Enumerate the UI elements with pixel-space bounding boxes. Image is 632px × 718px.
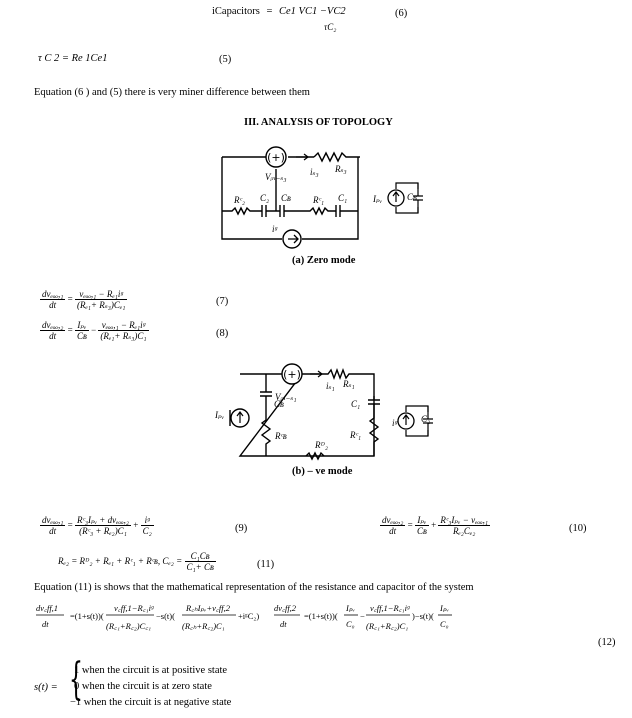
st-case-3: −1 when the circuit is at negative state [70,697,232,708]
fig-a-cb2: Cʙ [407,192,417,202]
fig-a-ig: iᵍ [272,224,278,234]
fig-a-c1: C₁ [338,193,348,203]
fig-b-vlabel: Vᵢₙ₋ₛ₁ [275,392,297,402]
eq8-t1-den: Cʙ [76,331,87,342]
fig-a-rs3: Rₛ₃ [335,164,347,174]
eq9-t2-num: iᵍ [141,515,154,526]
eq8-t2-den: (Rₑ₁+ Rₛ₃)C₁ [100,331,147,342]
svg-text:(+): (+) [267,151,285,164]
equation-9: $\frac{\text{dvₑₒₒ,₁}}{dt}$ = $\frac{\text{Rᶜ₃Iₚᵥ + dvₑₒₒ,₂}}{\text{(Rᶜ₃ + Rₑ₂)C₁}}$ + $\frac{\text{iᵍ}}{\text{C₂}}$ [42,515,152,537]
fig-b-rs1: Rₛ₁ [343,379,355,389]
eq12-number: (12) [598,637,616,648]
fig-a-rc1: Rᶜ₁ [313,195,324,205]
svg-text:Iₚᵥ: Iₚᵥ [440,603,449,613]
eq6-lhs: iCapacitors [212,6,260,17]
eq7-rhs-num: vₑₒₒ,₁ − Rₑ₁iᵍ [75,289,127,300]
eq7-lhs-num: dvₑₒₒ,₁ [42,289,64,299]
eq7-number: (7) [216,296,229,307]
equation-10: $\frac{\text{dvₑₒₒ,₂}}{dt}$ = $\frac{\text{Iₚᵥ}}{\text{Cʙ}}$ + $\frac{\text{Rᶜ₃Iₚᵥ − vₑₒₒ,₁}}{\text{Rₑ₂Cₑ₂}}$ [382,515,488,537]
eq6-number: (6) [395,8,408,19]
st-lhs: s(t) = [34,682,58,693]
svg-text:=(1+s(t))(: =(1+s(t))( [304,611,338,621]
svg-text:v꜀ff,1−R꜀₁iᵍ: v꜀ff,1−R꜀₁iᵍ [114,603,154,613]
eq7-lhs-den: dt [49,300,57,311]
svg-text:−: − [360,611,365,621]
eq11-number: (11) [257,559,275,570]
eq9-lhs-den: dt [49,526,57,537]
eq9-t2-den: C₂ [142,526,152,537]
fig-b-rc1: Rᶜ₁ [350,430,361,440]
fig-a-is3: iₛ₃ [310,167,319,177]
eq10-lhs-num: dvₑₒₒ,₂ [382,515,404,525]
svg-text:(R꜀₁+R꜀₂)C꜀₁: (R꜀₁+R꜀₂)C꜀₁ [106,621,152,631]
fig-b-rd2: Rᴰ₂ [315,440,328,450]
fig-a-vlabel: Vᵢₙ₋ₛ₃ [265,172,287,182]
fig-b-caption: (b) – ve mode [292,466,353,477]
current-source-ig-a [283,230,301,248]
st-case-1: 1 when the circuit is at positive state [74,665,228,676]
eq10-t1-den: Cʙ [416,526,427,537]
equation-7: $\frac{\text{dvₑₒₒ,₁}}{dt}$ = $\frac{\text{vₑₒₒ,₁ − Rₑ₁iᵍ}}{\text{(Rₑ₁+ Rₛ₃)Cₑ₁}}$ [42,289,126,311]
circuit-negative-mode [210,362,450,462]
eq10-lhs-den: dt [389,526,397,537]
svg-text:dt: dt [280,619,287,629]
svg-text:(R꜀ₕ+R꜀₂)C₁: (R꜀ₕ+R꜀₂)C₁ [182,621,225,631]
fig-b-rcb: Rᶜʙ [275,431,287,441]
equation-12 [36,600,476,636]
equation-5: τ C 2 = Re 1Ce1 [38,53,108,64]
fig-a-ipv: Iₚᵥ [373,194,383,204]
eq8-number: (8) [216,328,229,339]
eq6-equals: = [266,6,273,17]
equation-6 [212,6,346,17]
current-source-ipv-b [231,409,249,427]
fig-a-c2: C₂ [260,193,270,203]
svg-text:C₀: C₀ [346,619,355,629]
fig-b-c2: C₂ [421,414,431,424]
svg-text:R꜀ₕIₚᵥ+v꜀ff,2: R꜀ₕIₚᵥ+v꜀ff,2 [186,603,230,613]
eq8-t1-num: Iₚᵥ [75,320,89,331]
eq8-lhs-num: dvₑₒₒ,₂ [42,320,64,330]
svg-text:dv꜀ff,2: dv꜀ff,2 [274,603,297,613]
eq8-lhs-den: dt [49,331,57,342]
eq7-rhs-den: (Rₑ₁+ Rₛ₃)Cₑ₁ [76,300,126,311]
st-case-2: 0 when the circuit is at zero state [74,681,212,692]
svg-text:=(1+s(t))(: =(1+s(t))( [70,611,104,621]
eq9-t1-num: Rᶜ₃Iₚᵥ + dvₑₒₒ,₂ [76,515,130,525]
svg-text:+iᵍC₂): +iᵍC₂) [238,611,260,621]
fig-b-ipv: Iₚᵥ [215,410,225,420]
svg-text:(+): (+) [283,368,301,381]
st-brace: { [69,654,83,705]
eq9-t1-den: (Rᶜ₃ + Rₑ₂)C₁ [79,526,127,537]
eq10-t2-den: Rₑ₂Cₑ₂ [452,526,476,537]
svg-text:)−s(t)(: )−s(t)( [412,611,434,621]
fig-b-is1: iₛ₁ [326,381,335,391]
equation-11 [58,551,216,573]
svg-text:dv꜀ff,1: dv꜀ff,1 [36,603,59,613]
paragraph-2: Equation (11) is shows that the mathematical representation of the resistance and capacitor of the system [34,582,474,593]
eq9-number: (9) [235,523,248,534]
eq8-t2-num: vₑₒₒ,₁ − Rₑ₁iᵍ [98,320,148,331]
eq11-frac-den: C₁+ Cʙ [186,562,214,573]
voltage-source-b [282,364,302,384]
eq11-text: Rₑ₂ = Rᴰ₂ + Rₑ₁ + Rᶜ₁ + Rᶜʙ, Cₑ₂ = [58,555,183,566]
fig-b-c1: C₁ [351,399,361,409]
svg-text:C₀: C₀ [440,619,449,629]
eq5-number: (5) [219,54,232,65]
fig-b-cb: Cʙ [274,399,284,409]
svg-text:−s(t)(: −s(t)( [156,611,175,621]
eq6-numerator: Ce1 VC1 −VC2 [279,6,346,17]
fig-a-cb: Cʙ [281,193,291,203]
paragraph-1: Equation (6 ) and (5) there is very miner difference between them [34,87,310,98]
eq6-denominator: τC₂ [324,22,337,32]
fig-a-caption: (a) Zero mode [292,255,356,266]
eq11-frac-num: C₁Cʙ [185,551,216,562]
section-title: III. ANALYSIS OF TOPOLOGY [244,117,393,128]
svg-text:dt: dt [42,619,49,629]
eq10-t2-num: Rᶜ₃Iₚᵥ − vₑₒₒ,₁ [440,515,488,525]
svg-text:(R꜀₁+R꜀₂)C₁: (R꜀₁+R꜀₂)C₁ [366,621,409,631]
eq9-lhs-num: dvₑₒₒ,₁ [42,515,64,525]
fig-a-rc2: Rᶜ₂ [234,195,245,205]
svg-text:v꜀ff,1−R꜀₁iᵍ: v꜀ff,1−R꜀₁iᵍ [370,603,410,613]
eq10-number: (10) [569,523,587,534]
fig-b-ig: iᵍ [392,418,398,428]
equation-8: $\frac{\text{dvₑₒₒ,₂}}{dt}$ = $\frac{\text{Iₚᵥ}}{\text{Cʙ}}$ − $\frac{\text{vₑₒₒ,₁ − Rₑ₁iᵍ}}{\text{(Rₑ₁+ Rₛ₃)C₁}}$ [42,320,147,342]
svg-text:Iₚᵥ: Iₚᵥ [346,603,355,613]
circuit-zero-mode [218,145,438,253]
eq10-t1-num: Iₚᵥ [415,515,429,526]
voltage-source-a [266,147,286,167]
